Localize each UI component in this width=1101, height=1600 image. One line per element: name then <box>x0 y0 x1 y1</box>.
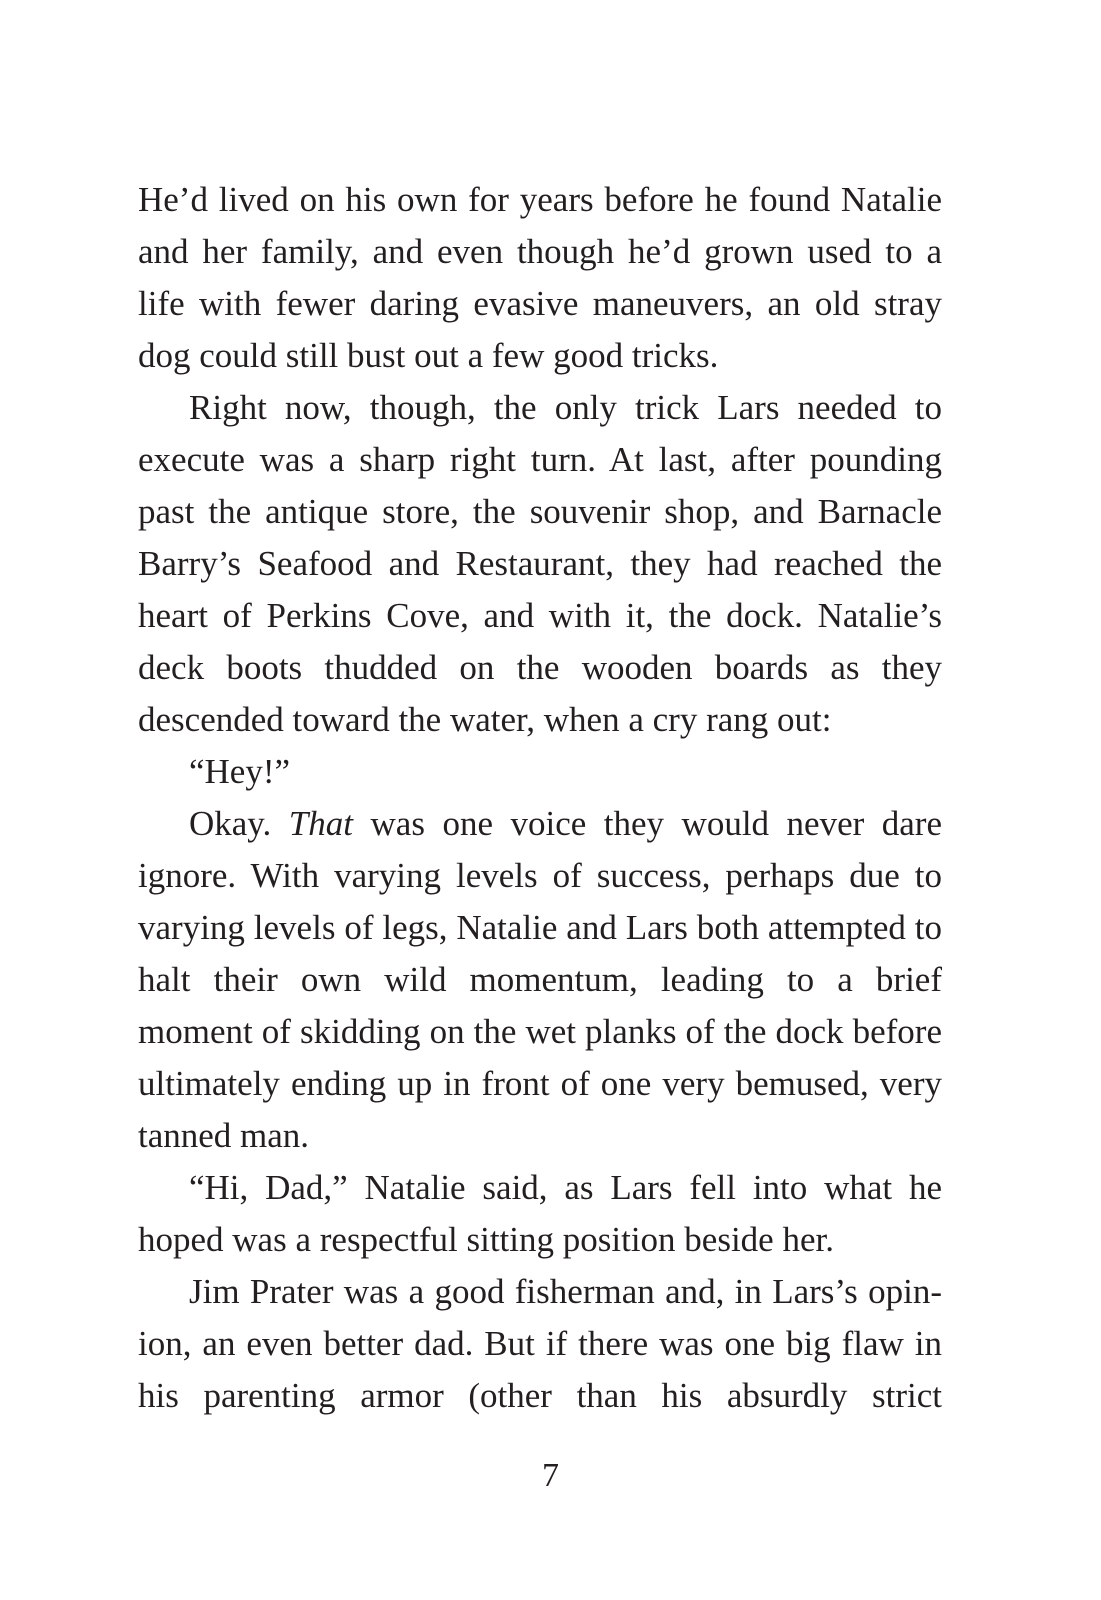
paragraph-3: “Hey!” <box>189 752 291 791</box>
paragraph-5: “Hi, Dad,” Natalie said, as Lars fell into what he hoped was a respectful sitting position beside her. <box>138 1168 942 1259</box>
paragraph-2: Right now, though, the only trick Lars needed to execute was a sharp right turn. At last, after pounding past the antique store, the souvenir shop, and Barnacle Barry’s Seafood and Restaurant, they had reached the heart of Perkins Cove, and with it, the dock. Natalie’s deck boots thudded on the wooden boards as they descended toward the water, when a cry rang out: <box>138 388 942 739</box>
paragraph-4-emphasis: That <box>288 804 353 843</box>
body-text <box>138 174 942 1422</box>
paragraph-4-rest: was one voice they would never dare ignore. With varying levels of success, perhaps due to varying levels of legs, Natalie and Lars both attempted to halt their own wild momentum, leading to a brief moment of skidding on the wet planks of the dock before ultimately ending up in front of one very bemused, very tanned man. <box>138 804 942 1155</box>
paragraph-4-lead: Okay. <box>189 804 289 843</box>
page-number: 7 <box>542 1457 559 1494</box>
paragraph-6: Jim Prater was a good fisherman and, in Lars’s opinion, an even better dad. But if there was one big flaw in his parenting armor (other than his absurdly strict <box>138 1272 942 1415</box>
paragraph-1: He’d lived on his own for years before he found Natalie and her family, and even though he’d grown used to a life with fewer daring evasive maneuvers, an old stray dog could still bust out a few good tricks. <box>138 180 942 375</box>
paragraph-4 <box>138 798 942 1162</box>
